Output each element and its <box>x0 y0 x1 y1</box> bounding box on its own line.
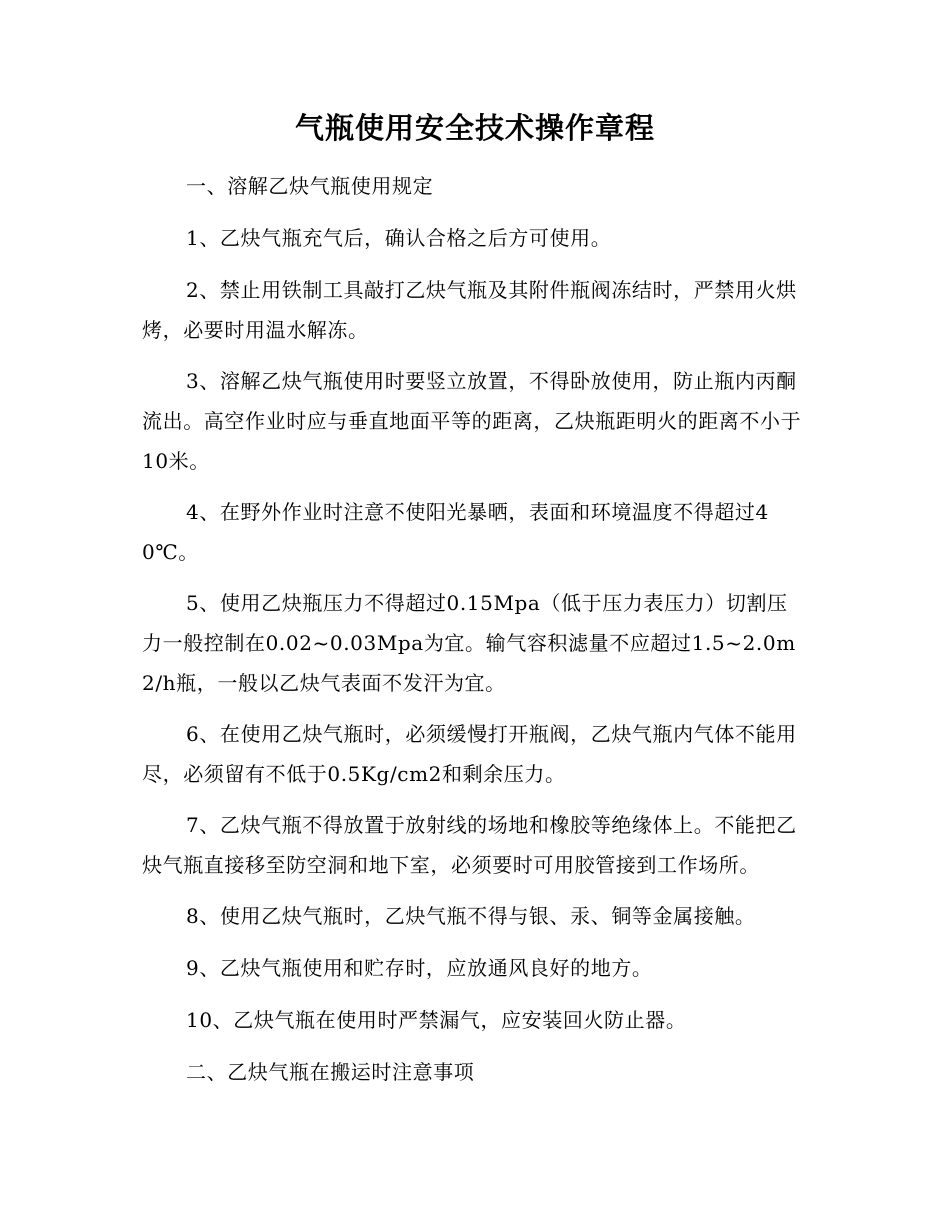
rule-7: 7、乙炔气瓶不得放置于放射线的场地和橡胶等绝缘体上。不能把乙炔气瓶直接移至防空洞和地下室，必须要时可用胶管接到工作场所。 <box>142 813 797 877</box>
document-body <box>142 166 808 1104</box>
rule-1: 1、乙炔气瓶充气后，确认合格之后方可使用。 <box>186 226 612 250</box>
section-heading-2: 二、乙炔气瓶在搬运时注意事项 <box>186 1060 475 1084</box>
rule-2: 2、禁止用铁制工具敲打乙炔气瓶及其附件瓶阀冻结时，严禁用火烘烤，必要时用温水解冻。 <box>142 278 797 342</box>
rule-5: 5、使用乙炔瓶压力不得超过0.15Mpa（低于压力表压力）切割压力一般控制在0.02~0.03Mpa为宜。输气容积滤量不应超过1.5~2.0m2/h瓶，一般以乙炔气表面不发汗为宜。 <box>142 591 796 695</box>
rule-9: 9、乙炔气瓶使用和贮存时，应放通风良好的地方。 <box>186 956 653 980</box>
document-title: 气瓶使用安全技术操作章程 <box>294 111 655 145</box>
rule-4: 4、在野外作业时注意不使阳光暴晒，表面和环境温度不得超过40℃。 <box>142 500 769 564</box>
section-heading-1: 一、溶解乙炔气瓶使用规定 <box>186 174 434 198</box>
rule-8: 8、使用乙炔气瓶时，乙炔气瓶不得与银、汞、铜等金属接触。 <box>186 904 756 928</box>
rule-3: 3、溶解乙炔气瓶使用时要竖立放置，不得卧放使用，防止瓶内丙酮流出。高空作业时应与垂直地面平等的距离，乙炔瓶距明火的距离不小于10米。 <box>142 369 802 473</box>
rule-6: 6、在使用乙炔气瓶时，必须缓慢打开瓶阀，乙炔气瓶内气体不能用尽，必须留有不低于0.5Kg/cm2和剩余压力。 <box>142 722 797 786</box>
rule-10: 10、乙炔气瓶在使用时严禁漏气，应安装回火防止器。 <box>186 1008 687 1032</box>
